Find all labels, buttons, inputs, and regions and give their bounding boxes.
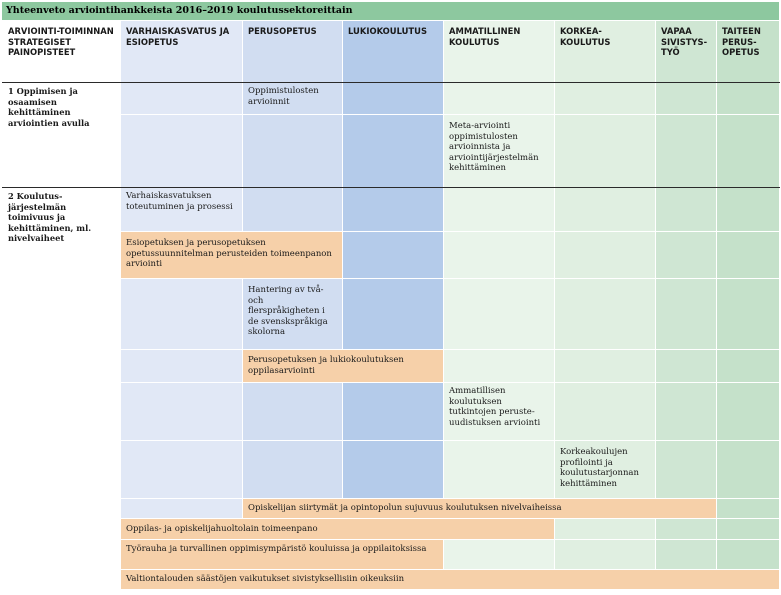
cell <box>717 441 780 499</box>
cell <box>656 188 717 232</box>
header-early-childhood: VARHAISKASVATUS JA ESIOPETUS <box>121 21 243 83</box>
project-budget-cuts: Valtiontalouden säästöjen vaikutukset sivistyksellisiin oikeuksiin <box>121 570 780 590</box>
cell <box>343 383 444 441</box>
cell <box>555 83 656 115</box>
cell <box>3 570 121 590</box>
cell <box>444 540 555 570</box>
cell <box>343 115 444 188</box>
header-row <box>3 21 780 83</box>
cell <box>121 350 243 383</box>
cell <box>444 232 555 279</box>
header-art-education: TAITEEN PERUS-OPETUS <box>717 21 780 83</box>
cell <box>121 441 243 499</box>
cell <box>656 279 717 350</box>
project-pupil-assessment: Perusopetuksen ja lukiokoulutuksen oppilasarviointi <box>243 350 444 383</box>
cell <box>444 83 555 115</box>
cell <box>555 350 656 383</box>
cell <box>717 115 780 188</box>
cell <box>656 115 717 188</box>
header-vocational: AMMATILLINEN KOULUTUS <box>444 21 555 83</box>
cell <box>555 383 656 441</box>
cell <box>243 188 343 232</box>
cell <box>717 279 780 350</box>
cell <box>555 279 656 350</box>
header-higher-education: KORKEA-KOULUTUS <box>555 21 656 83</box>
cell <box>555 232 656 279</box>
header-aims: ARVIOINTI-TOIMINNAN STRATEGISET PAINOPISTEET <box>3 21 121 83</box>
table-row <box>3 540 780 570</box>
cell <box>656 540 717 570</box>
cell <box>717 83 780 115</box>
cell <box>656 350 717 383</box>
cell <box>656 83 717 115</box>
cell <box>555 115 656 188</box>
cell <box>121 115 243 188</box>
project-curriculum-evaluation: Esiopetuksen ja perusopetuksen opetussuunnitelman perusteiden toimeenpanon arviointi <box>121 232 343 279</box>
cell <box>3 540 121 570</box>
cell <box>717 540 780 570</box>
project-ecec-implementation: Varhaiskasvatuksen toteutuminen ja prosessi <box>121 188 243 232</box>
project-learning-outcomes: Oppimistulosten arvioinnit <box>243 83 343 115</box>
cell <box>656 441 717 499</box>
cell <box>343 188 444 232</box>
cell <box>243 383 343 441</box>
project-hantering: Hantering av två- och flerspråkigheten i de svenskspråkiga skolorna <box>243 279 343 350</box>
header-basic-education: PERUSOPETUS <box>243 21 343 83</box>
table-row <box>3 83 780 115</box>
project-safe-environment: Työrauha ja turvallinen oppimisympäristö kouluissa ja oppilaitoksissa <box>121 540 444 570</box>
project-qualification-reform: Ammatillisen koulutuksen tutkintojen peruste-uudistuksen arviointi <box>444 383 555 441</box>
cell <box>444 350 555 383</box>
cell <box>555 188 656 232</box>
header-upper-secondary: LUKIOKOULUTUS <box>343 21 444 83</box>
aim-1-label: 1 Oppimisen ja osaamisen kehittäminen arviointien avulla <box>3 83 121 188</box>
cell <box>243 115 343 188</box>
cell <box>343 232 444 279</box>
table-row <box>3 519 780 540</box>
cell <box>121 383 243 441</box>
cell <box>444 441 555 499</box>
cell <box>343 83 444 115</box>
cell <box>444 279 555 350</box>
project-welfare-act: Oppilas- ja opiskelijahuoltolain toimeenpano <box>121 519 555 540</box>
aim-2-label: 2 Koulutus-järjestelmän toimivuus ja kehittäminen, ml. nivelvaiheet <box>3 188 121 499</box>
cell <box>717 383 780 441</box>
table-row <box>3 188 780 232</box>
cell <box>3 519 121 540</box>
cell <box>121 83 243 115</box>
project-transitions: Opiskelijan siirtymät ja opintopolun sujuvuus koulutuksen nivelvaiheissa <box>243 499 717 519</box>
evaluation-summary-table <box>2 20 780 590</box>
table-title: Yhteenveto arviointihankkeista 2016–2019 koulutussektoreittain <box>2 2 779 20</box>
cell <box>444 188 555 232</box>
cell <box>3 499 121 519</box>
cell <box>656 232 717 279</box>
cell <box>243 441 343 499</box>
cell <box>717 519 780 540</box>
cell <box>717 350 780 383</box>
cell <box>717 188 780 232</box>
cell <box>555 540 656 570</box>
project-meta-evaluation: Meta-arviointi oppimistulosten arvioinnista ja arviointijärjestelmän kehittäminen <box>444 115 555 188</box>
cell <box>555 519 656 540</box>
header-liberal-adult: VAPAA SIVISTYS-TYÖ <box>656 21 717 83</box>
cell <box>656 519 717 540</box>
cell <box>343 279 444 350</box>
cell <box>121 279 243 350</box>
table-row <box>3 499 780 519</box>
cell <box>717 499 780 519</box>
cell <box>717 232 780 279</box>
table-row <box>3 570 780 590</box>
cell <box>656 383 717 441</box>
cell <box>121 499 243 519</box>
project-hei-profiling: Korkeakoulujen profilointi ja koulutustarjonnan kehittäminen <box>555 441 656 499</box>
cell <box>343 441 444 499</box>
